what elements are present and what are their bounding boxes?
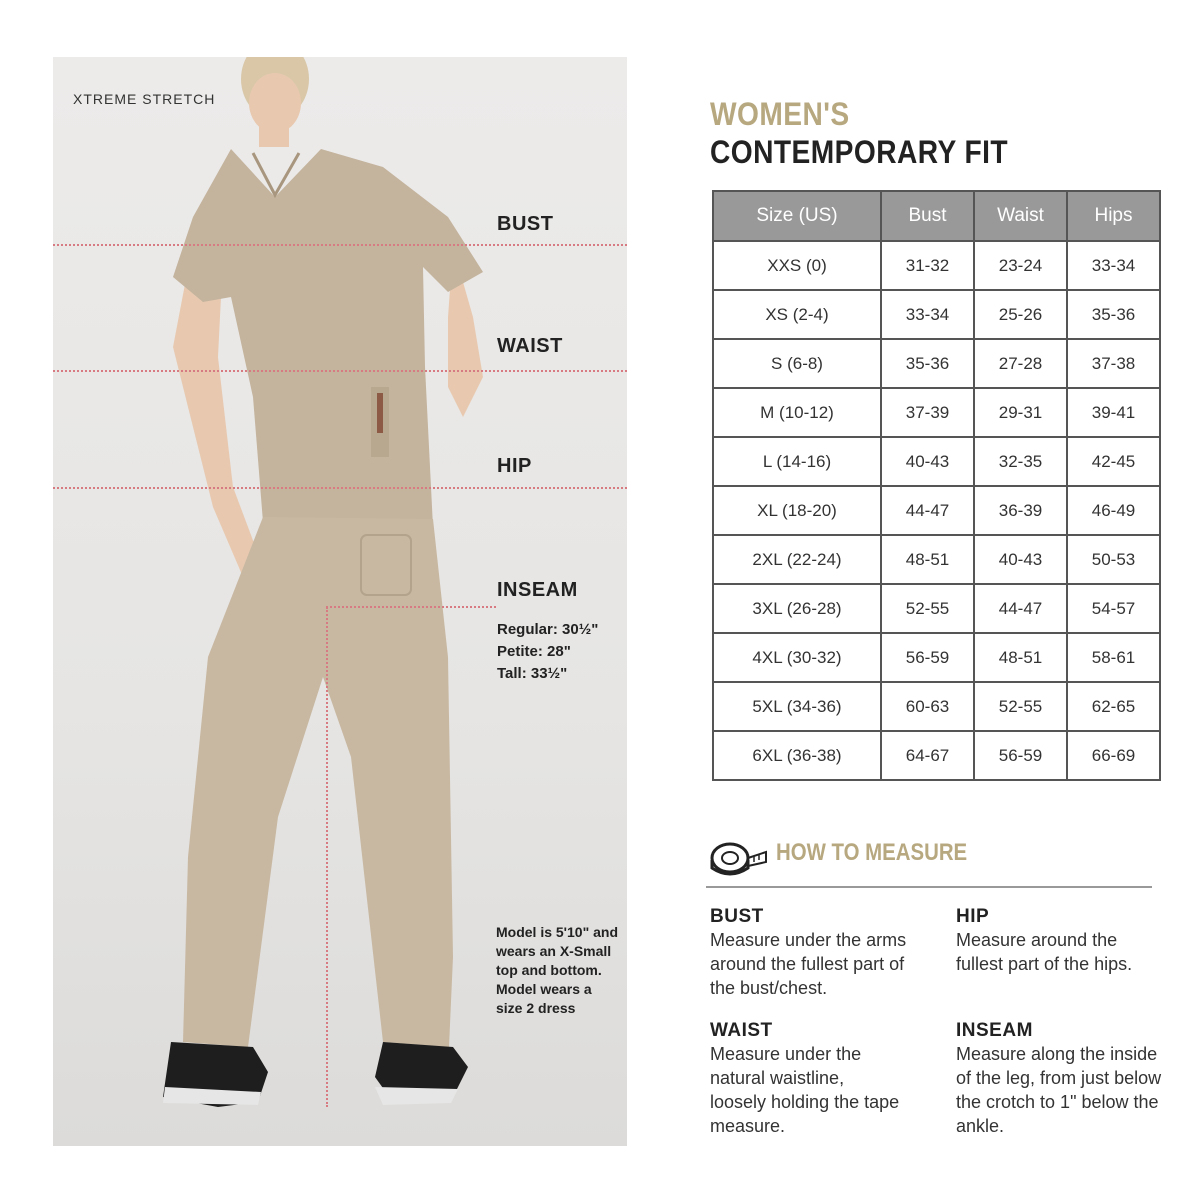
cell-waist: 23-24 [974,241,1067,290]
cell-size: 4XL (30-32) [713,633,881,682]
hip-guide-line [53,487,627,489]
cell-size: M (10-12) [713,388,881,437]
header-hips: Hips [1067,191,1160,241]
cell-hips: 50-53 [1067,535,1160,584]
inseam-label: INSEAM [497,579,578,601]
how-to-measure-title: HOW TO MEASURE [776,839,968,866]
cell-size: 6XL (36-38) [713,731,881,780]
table-row [713,682,1160,731]
bust-guide-line [53,244,627,246]
cell-hips: 35-36 [1067,290,1160,339]
table-row [713,584,1160,633]
cell-waist: 29-31 [974,388,1067,437]
inseam-lengths [497,619,598,685]
measure-inseam-heading: INSEAM [956,1020,1033,1041]
cell-waist: 44-47 [974,584,1067,633]
cell-bust: 31-32 [881,241,974,290]
tape-measure-icon [708,838,768,878]
header-waist: Waist [974,191,1067,241]
measure-waist-text: Measure under the natural waistline, loosely holding the tape measure. [710,1044,900,1136]
table-row [713,437,1160,486]
size-chart-table [712,190,1161,781]
cell-waist: 56-59 [974,731,1067,780]
table-row [713,633,1160,682]
hip-label: HIP [497,455,532,477]
inseam-regular: Regular: 30½" [497,621,599,638]
cell-hips: 54-57 [1067,584,1160,633]
table-header-row [713,191,1160,241]
model-photo-panel [53,57,627,1146]
measure-waist-heading: WAIST [710,1020,773,1041]
bust-label: BUST [497,213,554,235]
cell-waist: 25-26 [974,290,1067,339]
table-row [713,535,1160,584]
cell-hips: 46-49 [1067,486,1160,535]
brand-logo: XTREME STRETCH [73,91,216,107]
cell-bust: 56-59 [881,633,974,682]
header-bust: Bust [881,191,974,241]
measure-inseam-text: Measure along the inside of the leg, from just below the crotch to 1" below the ankle. [956,1044,1162,1136]
cell-bust: 33-34 [881,290,974,339]
cell-waist: 48-51 [974,633,1067,682]
measure-waist [710,1020,900,1138]
cell-hips: 58-61 [1067,633,1160,682]
cell-bust: 60-63 [881,682,974,731]
cell-waist: 52-55 [974,682,1067,731]
table-row [713,241,1160,290]
table-row [713,388,1160,437]
waist-label: WAIST [497,335,563,357]
table-row [713,290,1160,339]
cell-bust: 44-47 [881,486,974,535]
model-note: Model is 5'10" and wears an X-Small top and bottom. Model wears a size 2 dress [496,924,619,1016]
cell-waist: 40-43 [974,535,1067,584]
cell-bust: 48-51 [881,535,974,584]
cell-waist: 27-28 [974,339,1067,388]
cell-size: XL (18-20) [713,486,881,535]
cell-bust: 64-67 [881,731,974,780]
cell-waist: 32-35 [974,437,1067,486]
cell-hips: 66-69 [1067,731,1160,780]
cell-size: L (14-16) [713,437,881,486]
measure-bust [710,906,930,1000]
measure-bust-heading: BUST [710,906,764,927]
waist-guide-line [53,370,627,372]
table-row [713,339,1160,388]
measure-hip-heading: HIP [956,906,990,927]
measure-inseam [956,1020,1166,1138]
cell-size: XS (2-4) [713,290,881,339]
cell-waist: 36-39 [974,486,1067,535]
table-row [713,486,1160,535]
inseam-petite: Petite: 28" [497,643,571,660]
cell-bust: 37-39 [881,388,974,437]
cell-size: 2XL (22-24) [713,535,881,584]
title-contemporary-fit: CONTEMPORARY FIT [710,134,1009,170]
cell-size: S (6-8) [713,339,881,388]
cell-hips: 33-34 [1067,241,1160,290]
how-to-measure-header [706,836,1152,888]
title-womens: WOMEN'S [710,96,850,132]
cell-hips: 37-38 [1067,339,1160,388]
cell-bust: 40-43 [881,437,974,486]
cell-hips: 42-45 [1067,437,1160,486]
table-row [713,731,1160,780]
measure-hip [956,906,1156,976]
cell-hips: 62-65 [1067,682,1160,731]
header-size: Size (US) [713,191,881,241]
inseam-tall: Tall: 33½" [497,665,568,682]
measure-bust-text: Measure under the arms around the fullest part of the bust/chest. [710,930,907,998]
cell-bust: 35-36 [881,339,974,388]
inseam-guide-top [326,606,496,608]
measure-hip-text: Measure around the fullest part of the hips. [956,930,1133,974]
cell-bust: 52-55 [881,584,974,633]
cell-hips: 39-41 [1067,388,1160,437]
cell-size: 5XL (34-36) [713,682,881,731]
inseam-guide-line [326,607,328,1107]
cell-size: XXS (0) [713,241,881,290]
cell-size: 3XL (26-28) [713,584,881,633]
